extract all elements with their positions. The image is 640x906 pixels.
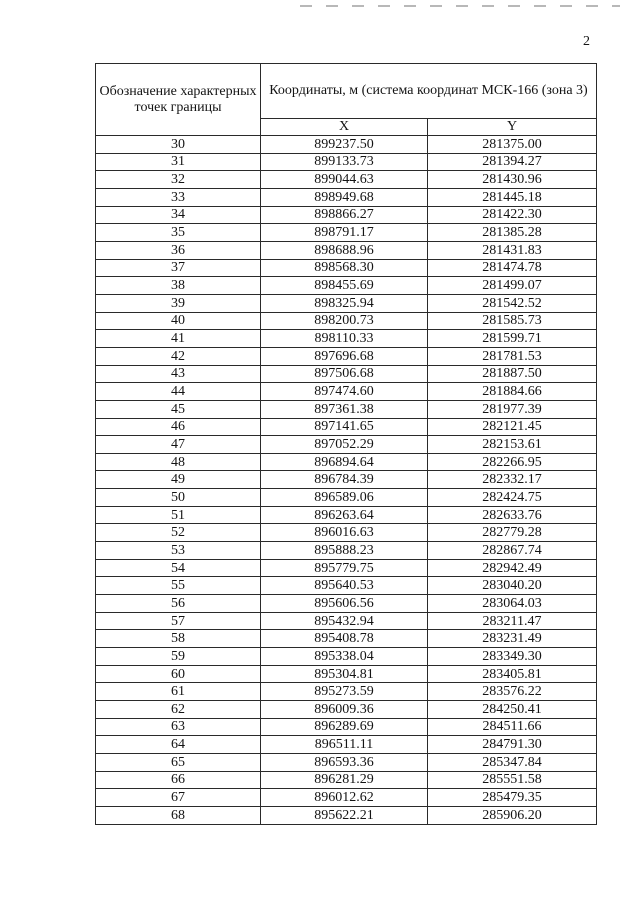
point-number: 48	[96, 453, 261, 471]
table-row	[96, 789, 597, 807]
table-row	[96, 506, 597, 524]
point-number: 49	[96, 471, 261, 489]
point-number: 53	[96, 542, 261, 560]
x-coordinate: 896281.29	[261, 771, 428, 789]
table-row	[96, 294, 597, 312]
x-coordinate: 895622.21	[261, 806, 428, 824]
table-row	[96, 312, 597, 330]
table-row	[96, 736, 597, 754]
point-number: 37	[96, 259, 261, 277]
point-number: 41	[96, 330, 261, 348]
x-coordinate: 897361.38	[261, 400, 428, 418]
y-coordinate: 281781.53	[428, 347, 597, 365]
x-coordinate: 896511.11	[261, 736, 428, 754]
y-coordinate: 282121.45	[428, 418, 597, 436]
point-number: 40	[96, 312, 261, 330]
x-coordinate: 895304.81	[261, 665, 428, 683]
point-number: 60	[96, 665, 261, 683]
y-coordinate: 281445.18	[428, 188, 597, 206]
x-coordinate: 896894.64	[261, 453, 428, 471]
x-coordinate: 899133.73	[261, 153, 428, 171]
x-coordinate: 897696.68	[261, 347, 428, 365]
table-row	[96, 648, 597, 666]
x-coordinate: 898688.96	[261, 241, 428, 259]
point-number: 44	[96, 383, 261, 401]
y-coordinate: 282424.75	[428, 489, 597, 507]
y-coordinate: 281422.30	[428, 206, 597, 224]
table-row	[96, 683, 597, 701]
table-row	[96, 347, 597, 365]
x-coordinate: 896784.39	[261, 471, 428, 489]
y-coordinate: 281430.96	[428, 171, 597, 189]
y-coordinate: 281474.78	[428, 259, 597, 277]
point-number: 46	[96, 418, 261, 436]
table-row	[96, 259, 597, 277]
table-row	[96, 188, 597, 206]
x-coordinate: 895338.04	[261, 648, 428, 666]
table-row	[96, 171, 597, 189]
y-coordinate: 281887.50	[428, 365, 597, 383]
x-coordinate: 895606.56	[261, 595, 428, 613]
table-row	[96, 595, 597, 613]
x-coordinate: 895408.78	[261, 630, 428, 648]
y-coordinate: 281394.27	[428, 153, 597, 171]
header-y: Y	[428, 119, 597, 136]
table-row	[96, 436, 597, 454]
x-coordinate: 898866.27	[261, 206, 428, 224]
x-coordinate: 898949.68	[261, 188, 428, 206]
table-row	[96, 330, 597, 348]
y-coordinate: 283040.20	[428, 577, 597, 595]
table-row	[96, 701, 597, 719]
y-coordinate: 282266.95	[428, 453, 597, 471]
y-coordinate: 285551.58	[428, 771, 597, 789]
x-coordinate: 897474.60	[261, 383, 428, 401]
point-number: 68	[96, 806, 261, 824]
header-designation: Обозначение характерных точек границы	[96, 64, 261, 136]
point-number: 43	[96, 365, 261, 383]
x-coordinate: 896289.69	[261, 718, 428, 736]
point-number: 36	[96, 241, 261, 259]
header-x: X	[261, 119, 428, 136]
y-coordinate: 284791.30	[428, 736, 597, 754]
table-row	[96, 224, 597, 242]
table-row	[96, 418, 597, 436]
x-coordinate: 899237.50	[261, 136, 428, 154]
y-coordinate: 283231.49	[428, 630, 597, 648]
scan-artifact-dashes	[300, 5, 620, 7]
point-number: 66	[96, 771, 261, 789]
point-number: 35	[96, 224, 261, 242]
table-row	[96, 453, 597, 471]
table-row	[96, 471, 597, 489]
table-row	[96, 612, 597, 630]
table-row	[96, 665, 597, 683]
y-coordinate: 282779.28	[428, 524, 597, 542]
y-coordinate: 281599.71	[428, 330, 597, 348]
point-number: 57	[96, 612, 261, 630]
y-coordinate: 282153.61	[428, 436, 597, 454]
point-number: 59	[96, 648, 261, 666]
x-coordinate: 897052.29	[261, 436, 428, 454]
point-number: 65	[96, 753, 261, 771]
y-coordinate: 281385.28	[428, 224, 597, 242]
y-coordinate: 284511.66	[428, 718, 597, 736]
x-coordinate: 898325.94	[261, 294, 428, 312]
y-coordinate: 281585.73	[428, 312, 597, 330]
x-coordinate: 895779.75	[261, 559, 428, 577]
point-number: 42	[96, 347, 261, 365]
table-row	[96, 577, 597, 595]
point-number: 61	[96, 683, 261, 701]
x-coordinate: 899044.63	[261, 171, 428, 189]
point-number: 50	[96, 489, 261, 507]
y-coordinate: 282332.17	[428, 471, 597, 489]
y-coordinate: 283211.47	[428, 612, 597, 630]
y-coordinate: 281542.52	[428, 294, 597, 312]
x-coordinate: 896263.64	[261, 506, 428, 524]
point-number: 56	[96, 595, 261, 613]
x-coordinate: 898568.30	[261, 259, 428, 277]
point-number: 47	[96, 436, 261, 454]
table-row	[96, 241, 597, 259]
y-coordinate: 282633.76	[428, 506, 597, 524]
table-row	[96, 771, 597, 789]
x-coordinate: 898200.73	[261, 312, 428, 330]
y-coordinate: 285347.84	[428, 753, 597, 771]
page-number: 2	[583, 34, 590, 49]
x-coordinate: 898791.17	[261, 224, 428, 242]
table-row	[96, 542, 597, 560]
y-coordinate: 283349.30	[428, 648, 597, 666]
x-coordinate: 896012.62	[261, 789, 428, 807]
table-body	[96, 136, 597, 825]
point-number: 58	[96, 630, 261, 648]
y-coordinate: 281977.39	[428, 400, 597, 418]
table-row	[96, 400, 597, 418]
point-number: 32	[96, 171, 261, 189]
table-row	[96, 559, 597, 577]
point-number: 64	[96, 736, 261, 754]
point-number: 39	[96, 294, 261, 312]
point-number: 45	[96, 400, 261, 418]
header-coordinates: Координаты, м (система координат МСК-166 (зона 3)	[261, 64, 597, 119]
table-row	[96, 136, 597, 154]
x-coordinate: 896593.36	[261, 753, 428, 771]
x-coordinate: 895273.59	[261, 683, 428, 701]
point-number: 52	[96, 524, 261, 542]
y-coordinate: 285479.35	[428, 789, 597, 807]
x-coordinate: 897506.68	[261, 365, 428, 383]
point-number: 67	[96, 789, 261, 807]
point-number: 54	[96, 559, 261, 577]
x-coordinate: 898455.69	[261, 277, 428, 295]
table-row	[96, 153, 597, 171]
table-row	[96, 806, 597, 824]
y-coordinate: 283576.22	[428, 683, 597, 701]
x-coordinate: 895432.94	[261, 612, 428, 630]
point-number: 55	[96, 577, 261, 595]
point-number: 30	[96, 136, 261, 154]
y-coordinate: 284250.41	[428, 701, 597, 719]
table-row	[96, 277, 597, 295]
point-number: 34	[96, 206, 261, 224]
x-coordinate: 897141.65	[261, 418, 428, 436]
point-number: 38	[96, 277, 261, 295]
y-coordinate: 281431.83	[428, 241, 597, 259]
table-row	[96, 206, 597, 224]
table-row	[96, 718, 597, 736]
point-number: 62	[96, 701, 261, 719]
point-number: 63	[96, 718, 261, 736]
point-number: 51	[96, 506, 261, 524]
y-coordinate: 282867.74	[428, 542, 597, 560]
table-row	[96, 489, 597, 507]
coordinates-table	[95, 63, 597, 825]
y-coordinate: 282942.49	[428, 559, 597, 577]
y-coordinate: 281499.07	[428, 277, 597, 295]
x-coordinate: 896016.63	[261, 524, 428, 542]
y-coordinate: 285906.20	[428, 806, 597, 824]
table-row	[96, 753, 597, 771]
x-coordinate: 895640.53	[261, 577, 428, 595]
point-number: 33	[96, 188, 261, 206]
x-coordinate: 895888.23	[261, 542, 428, 560]
point-number: 31	[96, 153, 261, 171]
x-coordinate: 896589.06	[261, 489, 428, 507]
y-coordinate: 283064.03	[428, 595, 597, 613]
x-coordinate: 898110.33	[261, 330, 428, 348]
y-coordinate: 281884.66	[428, 383, 597, 401]
table-row	[96, 383, 597, 401]
y-coordinate: 281375.00	[428, 136, 597, 154]
x-coordinate: 896009.36	[261, 701, 428, 719]
y-coordinate: 283405.81	[428, 665, 597, 683]
table-row	[96, 630, 597, 648]
table-row	[96, 524, 597, 542]
table-row	[96, 365, 597, 383]
